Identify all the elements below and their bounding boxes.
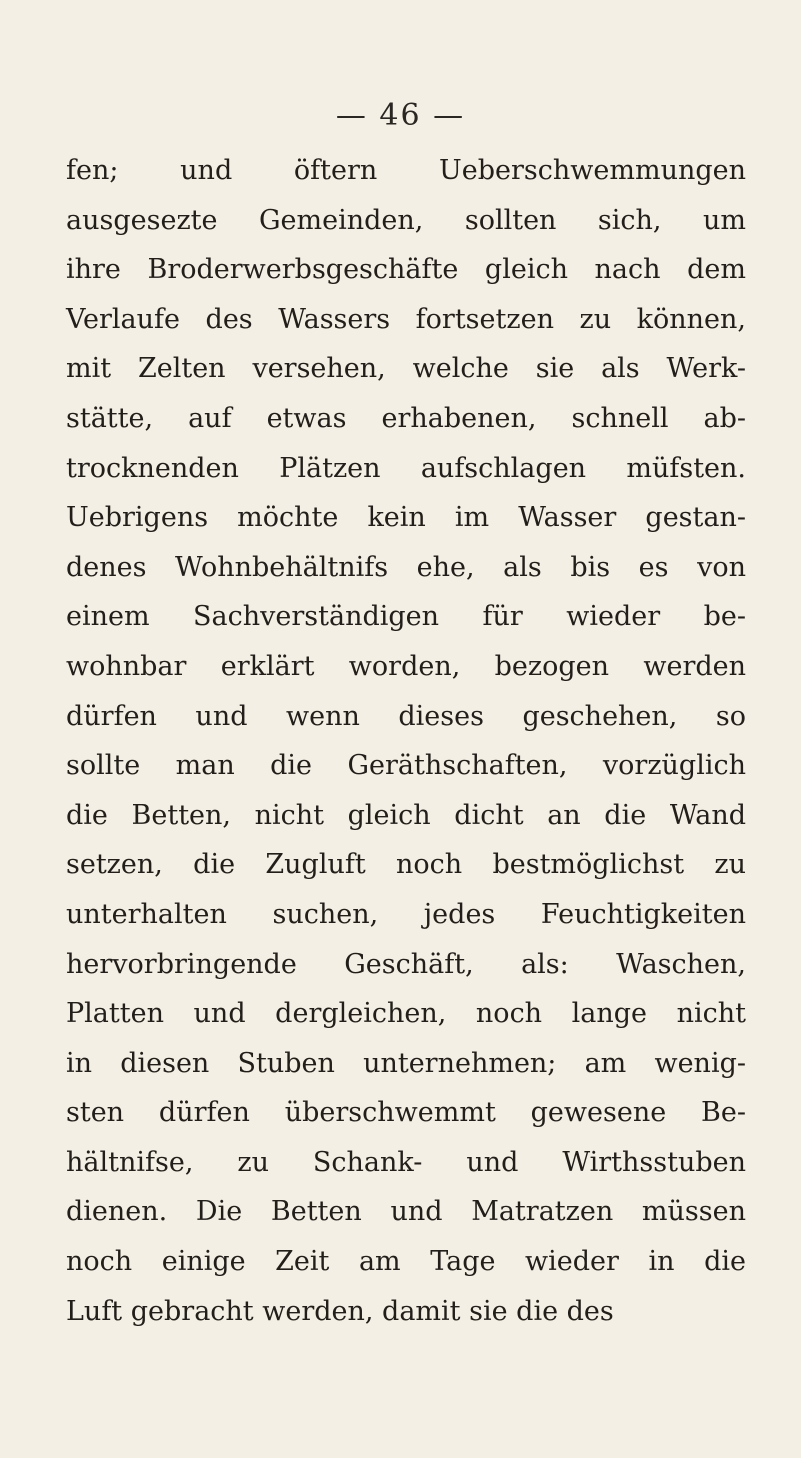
text-line: in diesen Stuben unternehmen; am wenig- — [66, 1047, 746, 1079]
body-text — [66, 146, 746, 1336]
text-line: sollte man die Geräthschaften, vorzüglich — [66, 750, 746, 782]
text-line: die Betten, nicht gleich dicht an die Wand — [66, 799, 746, 831]
text-line: hältnifse, zu Schank- und Wirthsstuben — [66, 1146, 746, 1178]
text-line: Luft gebracht werden, damit sie die des — [66, 1295, 614, 1327]
text-line: ausgesezte Gemeinden, sollten sich, um — [66, 204, 746, 236]
text-line: Verlaufe des Wassers fortsetzen zu können, — [66, 303, 746, 335]
text-line: trocknenden Plätzen aufschlagen müfsten. — [66, 452, 746, 484]
text-line: hervorbringende Geschäft, als: Waschen, — [66, 948, 746, 980]
page-number-header: — 46 — — [335, 98, 466, 133]
text-line: unterhalten suchen, jedes Feuchtigkeiten — [66, 898, 746, 930]
text-line: setzen, die Zugluft noch bestmöglichst zu — [66, 849, 746, 881]
text-line: noch einige Zeit am Tage wieder in die — [66, 1246, 746, 1278]
text-line: mit Zelten versehen, welche sie als Werk- — [66, 353, 746, 385]
text-line: wohnbar erklärt worden, bezogen werden — [66, 650, 746, 682]
text-line: Platten und dergleichen, noch lange nicht — [66, 998, 746, 1030]
text-line: sten dürfen überschwemmt gewesene Be- — [66, 1097, 746, 1129]
text-line: Uebrigens möchte kein im Wasser gestan- — [66, 502, 746, 534]
text-line: ihre Broderwerbsgeschäfte gleich nach dem — [66, 254, 746, 286]
text-line: stätte, auf etwas erhabenen, schnell ab- — [66, 402, 746, 434]
text-line: einem Sachverständigen für wieder be- — [66, 601, 746, 633]
text-line: dürfen und wenn dieses geschehen, so — [66, 700, 746, 732]
text-line: denes Wohnbehältnifs ehe, als bis es von — [66, 551, 746, 583]
text-line: fen; und öftern Ueberschwemmungen — [66, 155, 746, 186]
text-line: dienen. Die Betten und Matratzen müssen — [66, 1196, 746, 1228]
